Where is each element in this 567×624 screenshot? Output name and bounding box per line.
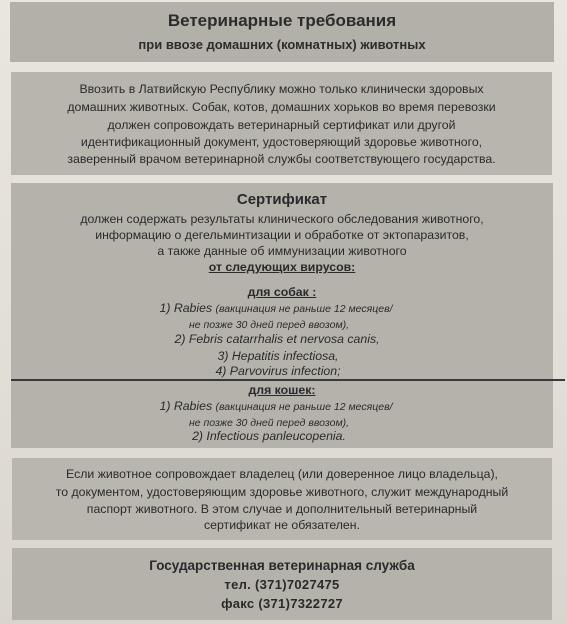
owner-line: Если животное сопровождает владелец (или доверенное лицо владельца), (66, 467, 498, 481)
owner-line: сертификат не обязателен. (204, 518, 360, 532)
cat-virus-item (0, 415, 553, 429)
dog-virus-item: 3) Hepatitis infectiosa, (217, 349, 339, 363)
notice-subtitle: при ввозе домашних (комнатных) животных (138, 37, 426, 52)
intro-line: домашних животных. Собак, котов, домашних хорьков во время перевозки (67, 100, 496, 114)
dogs-heading: для собак : (247, 285, 317, 299)
footer-panel (12, 548, 552, 620)
certificate-panel (11, 183, 553, 448)
service-name: Государственная ветеринарная служба (149, 558, 415, 573)
virus-name: 1) Rabies (159, 301, 216, 315)
viruses-heading: от следующих вирусов: (208, 260, 356, 274)
fax-number: факс (371)7322727 (221, 596, 343, 611)
cats-heading: для кошек: (248, 383, 316, 397)
virus-note: не позже 30 дней перед ввозом), (188, 417, 350, 429)
dog-virus-item (0, 301, 553, 315)
certificate-line: должен содержать результаты клинического обследования животного, (80, 212, 484, 226)
cat-virus-item: 2) Infectious panleucopenia. (192, 429, 346, 443)
cat-virus-item (0, 399, 553, 413)
certificate-line: а также данные об иммунизации животного (157, 244, 407, 258)
intro-line: Ввозить в Латвийскую Республику можно только клинически здоровых (79, 82, 484, 96)
virus-note: (вакцинация не раньше 12 месяцев/ (215, 303, 393, 315)
notice-title: Ветеринарные требования (167, 11, 397, 30)
certificate-title: Сертификат (236, 191, 328, 208)
owner-line: паспорт животного. В этом случае и дополнительный ветеринарный (86, 502, 478, 516)
owner-line: то документом, удостоверяющим здоровье животного, служит международный (55, 485, 509, 499)
dog-virus-item: 4) Parvovirus infection; (215, 364, 341, 378)
virus-note: (вакцинация не раньше 12 месяцев/ (215, 401, 393, 413)
dog-virus-item (0, 317, 553, 331)
phone-number: тел. (371)7027475 (224, 577, 340, 592)
header-panel (10, 2, 554, 62)
intro-panel (11, 72, 552, 175)
intro-line: должен сопровождать ветеринарный сертификат или другой (107, 118, 456, 132)
section-divider (11, 379, 565, 381)
intro-line: идентификационный документ, удостоверяющий здоровье животного, (80, 135, 483, 149)
virus-name: 1) Rabies (159, 399, 216, 413)
dog-virus-item: 2) Febris catarrhalis et nervosa canis, (174, 332, 380, 346)
certificate-line: информацию о дегельминтизации и обработке от эктопаразитов, (95, 228, 469, 242)
intro-line: заверенный врачом ветеринарной службы соответствующего государства. (67, 152, 496, 166)
virus-note: не позже 30 дней перед ввозом), (188, 319, 350, 331)
owner-panel (12, 458, 552, 540)
